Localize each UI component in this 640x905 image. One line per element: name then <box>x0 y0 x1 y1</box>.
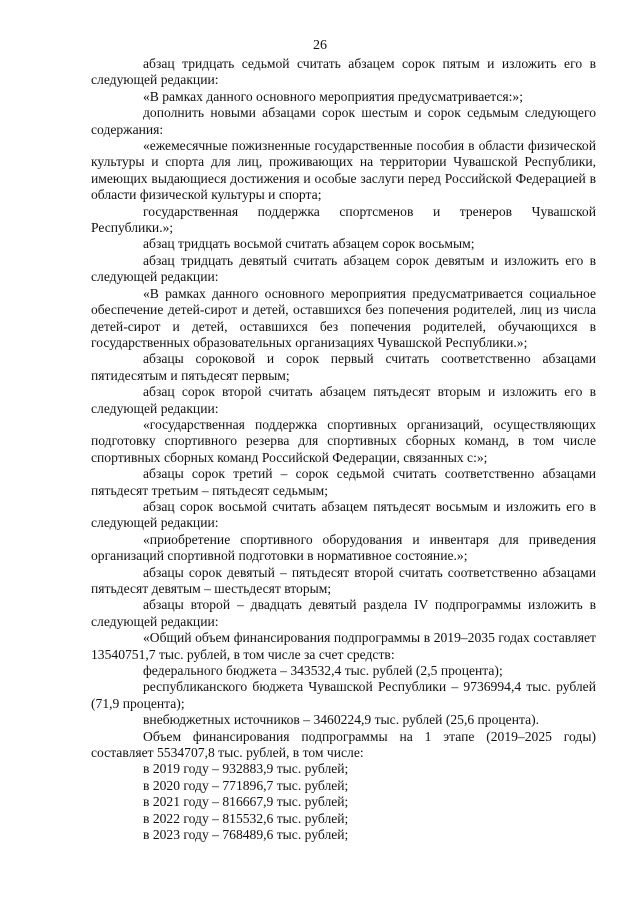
paragraph: федерального бюджета – 343532,4 тыс. рублей (2,5 процента); <box>143 663 503 679</box>
paragraph: абзац тридцать седьмой считать абзацем сорок пятым и изложить его в следующей редакции: <box>91 56 596 88</box>
paragraph: «ежемесячные пожизненные государственные пособия в области физической культуры и спорта для лиц, проживающих на территории Чувашской Республики, имеющих выдающиеся достижения и особые заслуги перед Российской Федерацией в области физической культуры и спорта; <box>91 138 596 203</box>
paragraph: абзац сорок второй считать абзацем пятьдесят вторым и изложить его в следующей редакции: <box>91 384 596 416</box>
paragraph: «Общий объем финансирования подпрограммы в 2019–2035 годах составляет 13540751,7 тыс. рублей, в том числе за счет средств: <box>91 630 596 662</box>
paragraph: «государственная поддержка спортивных организаций, осуществляющих подготовку спортивного резерва для спортивных сборных команд, в том числе спортивных сборных команд Российской Федерации, связанных с:»; <box>91 416 596 465</box>
paragraph: в 2020 году – 771896,7 тыс. рублей; <box>143 777 349 793</box>
paragraph: «В рамках данного основного мероприятия предусматривается:»; <box>143 88 524 104</box>
paragraph: «приобретение спортивного оборудования и инвентаря для приведения организаций спортивной подготовки в нормативное состояние.»; <box>91 531 596 564</box>
page-number: 26 <box>313 38 327 53</box>
paragraph: абзац тридцать девятый считать абзацем сорок девятым и изложить его в следующей редакции: <box>91 252 596 285</box>
paragraph: «В рамках данного основного мероприятия предусматривается социальное обеспечение детей-сирот и детей, оставшихся без попечения родителей, лиц из числа детей-сирот и детей, оставшихся без попечения родителей, обучающихся в государственных образовательных организациях Чувашской Республики.»; <box>91 285 596 350</box>
paragraph: в 2021 году – 816667,9 тыс. рублей; <box>143 794 349 810</box>
paragraph: внебюджетных источников – 3460224,9 тыс. рублей (25,6 процента). <box>143 712 540 728</box>
paragraph: в 2023 году – 768489,6 тыс. рублей; <box>143 827 349 843</box>
paragraph: в 2019 году – 932883,9 тыс. рублей; <box>143 761 349 777</box>
paragraph: абзацы сороковой и сорок первый считать соответственно абзацами пятидесятым и пятьдесят первым; <box>91 351 596 383</box>
paragraph: Объем финансирования подпрограммы на 1 этапе (2019–2025 годы) составляет 5534707,8 тыс. рублей, в том числе: <box>91 728 596 761</box>
paragraph: абзац сорок восьмой считать абзацем пятьдесят восьмым и изложить его в следующей редакции: <box>91 498 596 531</box>
paragraph: абзацы сорок девятый – пятьдесят второй считать соответственно абзацами пятьдесят девятым – шестьдесят вторым; <box>91 564 596 596</box>
paragraph: республиканского бюджета Чувашской Республики – 9736994,4 тыс. рублей (71,9 процента); <box>91 679 596 711</box>
paragraph: в 2022 году – 815532,6 тыс. рублей; <box>143 810 349 826</box>
paragraph: абзацы второй – двадцать девятый раздела IV подпрограммы изложить в следующей редакции: <box>91 597 596 629</box>
document-body <box>91 56 596 844</box>
paragraph: абзац тридцать восьмой считать абзацем сорок восьмым; <box>143 236 475 252</box>
paragraph: государственная поддержка спортсменов и тренеров Чувашской Республики.»; <box>91 203 596 236</box>
paragraph: абзацы сорок третий – сорок седьмой считать соответственно абзацами пятьдесят третьим – пятьдесят седьмым; <box>91 466 596 498</box>
paragraph: дополнить новыми абзацами сорок шестым и сорок седьмым следующего содержания: <box>91 105 596 137</box>
